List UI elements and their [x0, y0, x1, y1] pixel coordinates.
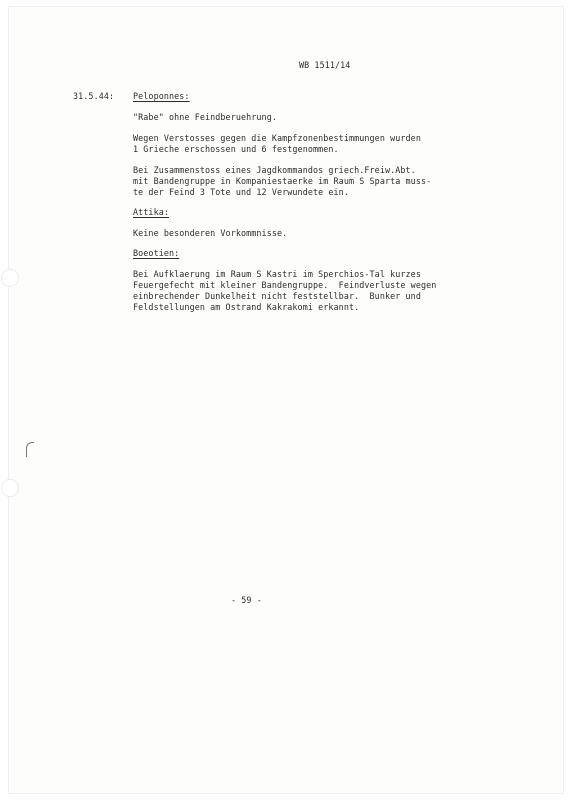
peloponnes-paragraph-3-line-3: te der Feind 3 Tote und 12 Verwundete ein.	[133, 187, 349, 197]
page-number: - 59 -	[231, 595, 262, 605]
heading-peloponnes: Peloponnes:	[133, 91, 190, 101]
peloponnes-paragraph-3-line-1: Bei Zusammenstoss eines Jagdkommandos griech.Freiw.Abt.	[133, 165, 416, 175]
attika-paragraph-1: Keine besonderen Vorkommnisse.	[133, 228, 288, 238]
peloponnes-paragraph-2-line-2: 1 Grieche erschossen und 6 festgenommen.	[133, 144, 339, 154]
punch-hole-bottom	[2, 480, 18, 496]
heading-boeotien: Boeotien:	[133, 248, 180, 258]
boeotien-line-3: einbrechender Dunkelheit nicht feststellbar. Bunker und	[133, 291, 421, 301]
paper-mark	[26, 442, 34, 457]
peloponnes-paragraph-3-line-2: mit Bandengruppe in Kompaniestaerke im Raum S Sparta muss-	[133, 176, 432, 186]
boeotien-line-2: Feuergefecht mit kleiner Bandengruppe. Feindverluste wegen	[133, 280, 437, 290]
boeotien-line-1: Bei Aufklaerung im Raum S Kastri im Sperchios-Tal kurzes	[133, 269, 421, 279]
punch-hole-top	[2, 270, 18, 286]
peloponnes-paragraph-2-line-1: Wegen Verstosses gegen die Kampfzonenbestimmungen wurden	[133, 133, 421, 143]
document-reference: WB 1511/14	[299, 60, 351, 70]
boeotien-line-4: Feldstellungen am Ostrand Kakrakomi erkannt.	[133, 302, 360, 312]
document-page	[8, 6, 564, 794]
peloponnes-paragraph-1: "Rabe" ohne Feindberuehrung.	[133, 112, 277, 122]
heading-attika: Attika:	[133, 207, 169, 217]
entry-date: 31.5.44:	[73, 91, 115, 101]
